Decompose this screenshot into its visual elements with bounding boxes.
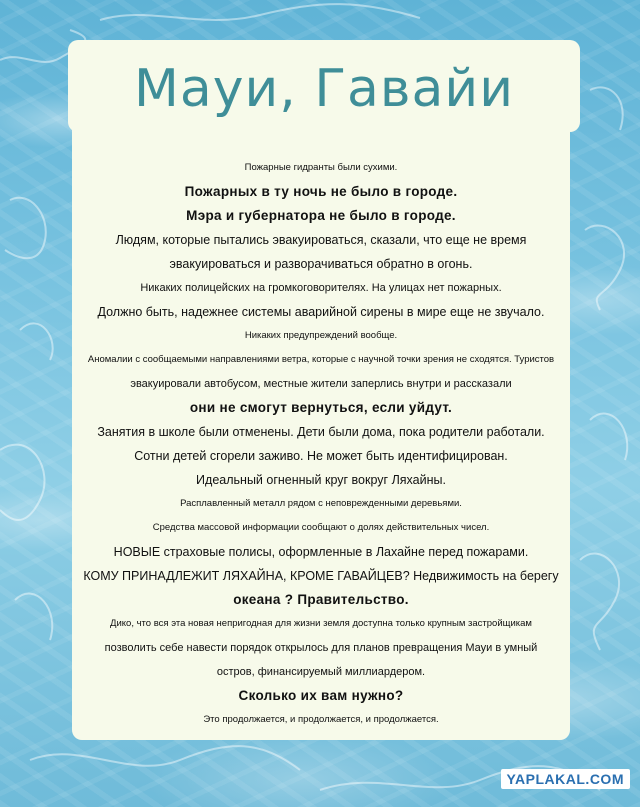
text-line: они не смогут вернуться, если уйдут. [189, 400, 453, 415]
text-line: Сколько их вам нужно? [238, 688, 404, 703]
text-line: КОМУ ПРИНАДЛЕЖИТ ЛЯХАЙНА, КРОМЕ ГАВАЙЦЕВ? Недвижимость на берегу [83, 569, 559, 583]
site-watermark: YAPLAKAL.COM [501, 769, 631, 789]
page-title: Мауи, Гавайи [133, 59, 515, 119]
text-line: позволить себе навести порядок открылось для планов превращения Мауи в умный [104, 642, 538, 654]
text-line: эвакуировали автобусом, местные жители заперлись внутри и рассказали [130, 378, 512, 390]
text-line: Мэра и губернатора не было в городе. [186, 208, 456, 223]
text-line: Людям, которые пытались эвакуироваться, сказали, что еще не время [115, 233, 527, 247]
text-line: Идеальный огненный круг вокруг Ляхайны. [196, 473, 446, 487]
text-line: Никаких предупреждений вообще. [244, 330, 398, 341]
text-line: Пожарных в ту ночь не было в городе. [184, 184, 458, 199]
text-line: остров, финансируемый миллиардером. [216, 666, 426, 678]
text-line: Занятия в школе были отменены. Дети были дома, пока родители работали. [97, 425, 545, 439]
text-line: Сотни детей сгорели заживо. Не может быть идентифицирован. [134, 449, 508, 463]
text-line: Дико, что вся эта новая непригодная для жизни земля доступна только крупным застройщикам [110, 618, 532, 629]
text-line: Пожарные гидранты были сухими. [244, 162, 398, 173]
text-line: океана ? Правительство. [233, 592, 409, 607]
text-line: Аномалии с сообщаемыми направлениями ветра, которые с научной точки зрения не сходятся. Туристов [87, 354, 555, 365]
text-line: Никаких полицейских на громкоговорителях. На улицах нет пожарных. [140, 282, 502, 294]
text-line: Это продолжается, и продолжается, и продолжается. [203, 714, 439, 725]
text-line: НОВЫЕ страховые полисы, оформленные в Лахайне перед пожарами. [113, 545, 529, 559]
text-content [72, 156, 570, 732]
text-line: эвакуироваться и разворачиваться обратно в огонь. [169, 257, 473, 271]
text-line: Должно быть, надежнее системы аварийной сирены в мире еще не звучало. [97, 305, 545, 319]
text-line: Расплавленный металл рядом с неповрежденными деревьями. [180, 498, 462, 509]
text-line: Средства массовой информации сообщают о долях действительных чисел. [152, 522, 490, 533]
